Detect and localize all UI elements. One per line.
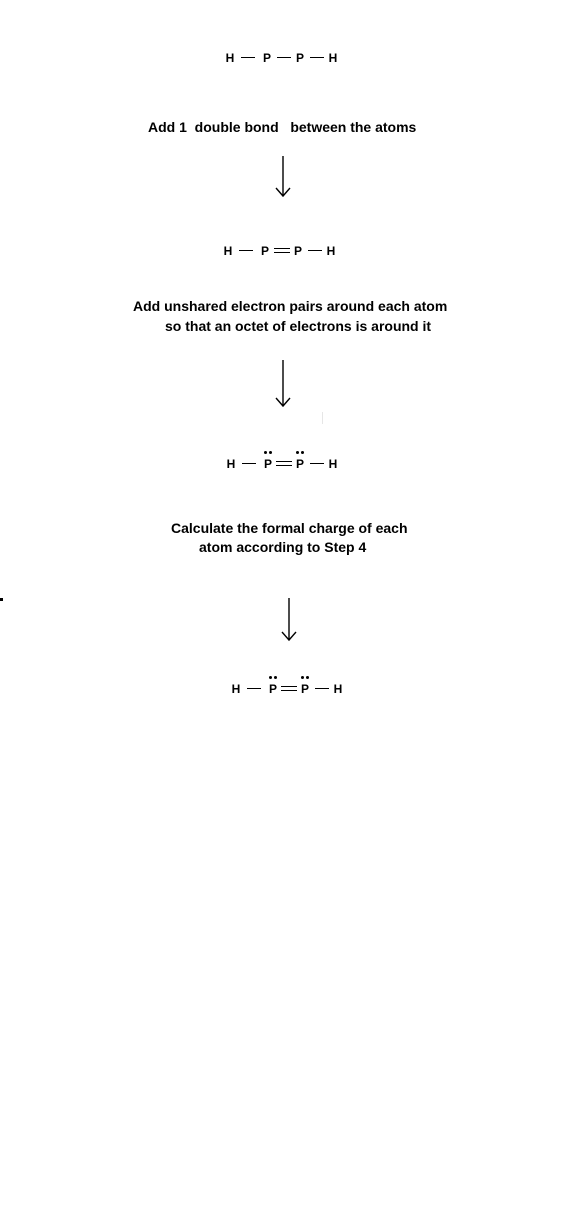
down-arrow-icon <box>273 156 293 198</box>
step-2-instruction-line-1: Add unshared electron pairs around each atom <box>133 298 448 314</box>
atom-h: H <box>326 244 336 258</box>
down-arrow-icon <box>279 598 299 642</box>
single-bond <box>310 57 324 58</box>
single-bond <box>247 688 261 689</box>
atom-h: H <box>231 682 241 696</box>
double-bond-upper <box>276 461 292 462</box>
single-bond <box>308 250 322 251</box>
atom-h: H <box>223 244 233 258</box>
atom-h: H <box>328 51 338 65</box>
lone-pair-electron <box>306 676 309 679</box>
atom-p: P <box>295 457 304 471</box>
lone-pair-electron <box>274 676 277 679</box>
step-1-instruction: Add 1 double bond between the atoms <box>148 119 417 135</box>
lone-pair-electron <box>301 676 304 679</box>
atom-p: P <box>263 457 272 471</box>
double-bond-upper <box>274 248 290 249</box>
atom-h: H <box>333 682 343 696</box>
lone-pair-electron <box>296 451 299 454</box>
atom-p: P <box>262 51 271 65</box>
lone-pair-electron <box>269 451 272 454</box>
double-bond-upper <box>281 686 297 687</box>
atom-h: H <box>328 457 338 471</box>
atom-p: P <box>293 244 302 258</box>
single-bond <box>315 688 329 689</box>
single-bond <box>239 250 253 251</box>
atom-p: P <box>300 682 309 696</box>
atom-h: H <box>226 457 236 471</box>
stray-mark <box>0 598 3 601</box>
down-arrow-icon <box>273 360 293 408</box>
lone-pair-electron <box>269 676 272 679</box>
atom-p: P <box>268 682 277 696</box>
double-bond-lower <box>281 690 297 691</box>
step-3-instruction-line-2: atom according to Step 4 <box>199 539 367 555</box>
atom-h: H <box>225 51 235 65</box>
double-bond-lower <box>274 252 290 253</box>
atom-p: P <box>295 51 304 65</box>
step-3-instruction-line-1: Calculate the formal charge of each <box>171 520 408 536</box>
lone-pair-electron <box>301 451 304 454</box>
double-bond-lower <box>276 465 292 466</box>
atom-p: P <box>260 244 269 258</box>
single-bond <box>277 57 291 58</box>
lone-pair-electron <box>264 451 267 454</box>
single-bond <box>242 463 256 464</box>
single-bond <box>310 463 324 464</box>
step-2-instruction-line-2: so that an octet of electrons is around it <box>165 318 432 334</box>
stray-mark <box>322 412 323 424</box>
single-bond <box>241 57 255 58</box>
